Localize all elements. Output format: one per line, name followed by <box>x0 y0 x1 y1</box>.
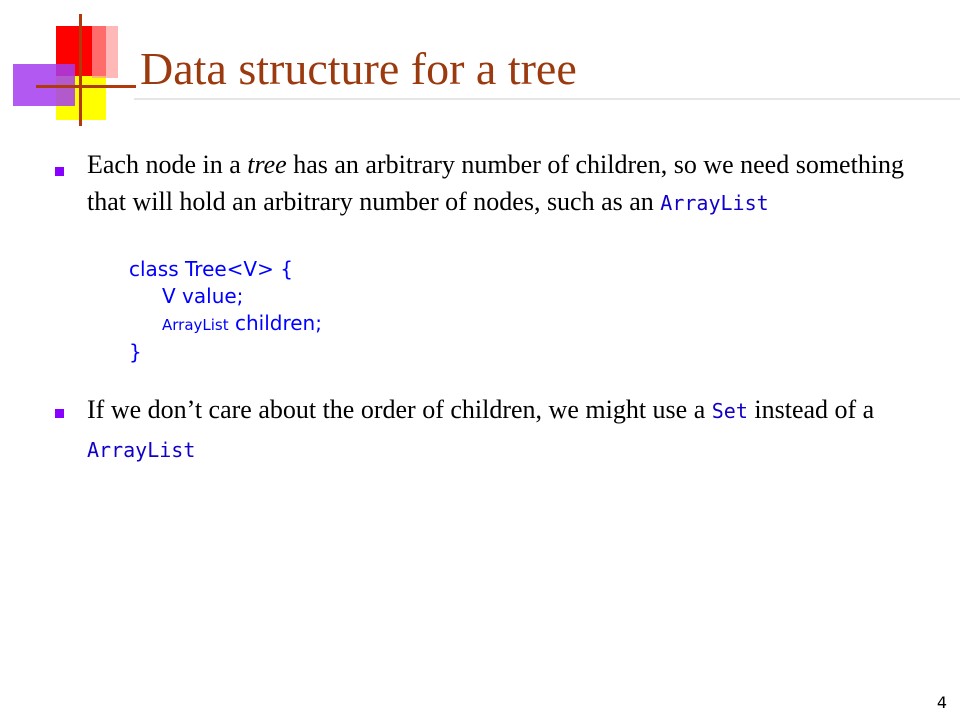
code-line-4: } <box>129 340 142 364</box>
decorative-logo <box>0 0 140 140</box>
logo-vertical-line <box>79 14 82 126</box>
bullet2-before: If we don’t care about the order of children, we might use a <box>87 395 712 424</box>
bullet1-italic: tree <box>247 150 287 179</box>
slide-title: Data structure for a tree <box>140 43 577 94</box>
code-line-3-rest: children; <box>228 311 322 335</box>
bullet-text-2 <box>87 391 927 469</box>
bullet-text-1 <box>87 146 927 222</box>
code-block <box>129 256 322 366</box>
title-underline <box>134 98 960 100</box>
bullet1-code: ArrayList <box>660 191 769 215</box>
page-number: 4 <box>936 693 947 712</box>
bullet1-after: has an arbitrary number of children, so we need something that will hold an arbitrary number of nodes, such as an <box>87 150 905 216</box>
code-line-2: V value; <box>162 284 244 308</box>
bullet2-code2: ArrayList <box>87 438 196 462</box>
code-line-3-type: ArrayList <box>162 316 229 334</box>
bullet-marker <box>55 409 64 418</box>
pink-square <box>92 26 118 78</box>
code-line-1: class Tree<V> { <box>129 257 293 281</box>
logo-horizontal-line <box>36 85 136 88</box>
bullet2-middle: instead of a <box>747 395 875 424</box>
bullet-marker <box>55 167 64 176</box>
bullet1-before: Each node in a <box>87 150 248 179</box>
bullet2-code1: Set <box>711 399 748 423</box>
code-line-3 <box>129 310 322 339</box>
